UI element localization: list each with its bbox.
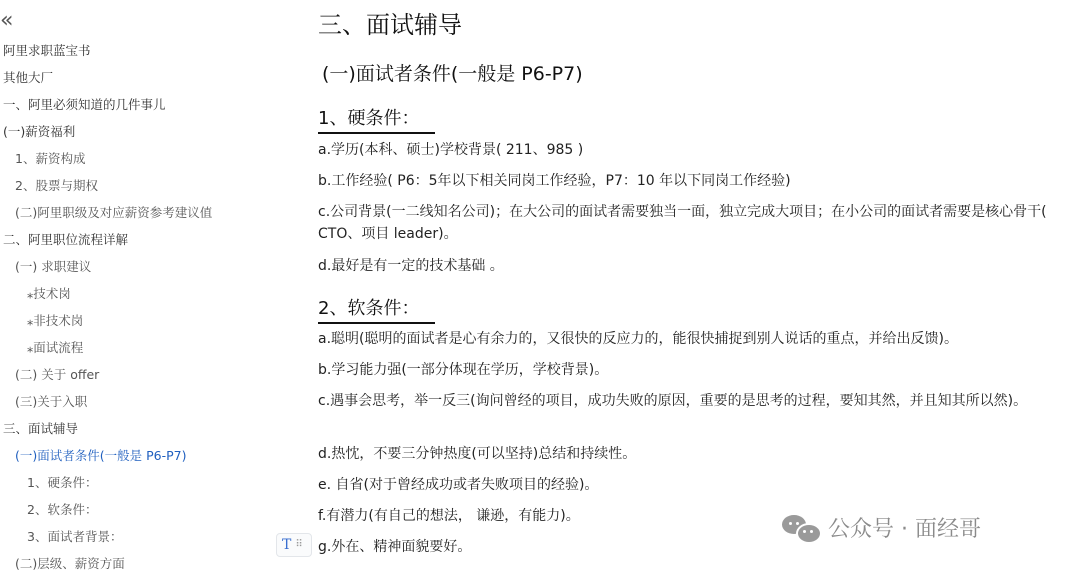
toc-item-salary-structure[interactable]: 1、薪资构成	[15, 151, 86, 166]
hard-condition-a: a.学历(本科、硕士)学校背景( 211、985 )	[318, 142, 584, 158]
toc-item-section-3[interactable]: 三、面试辅导	[3, 421, 79, 436]
toc-item-job-advice[interactable]: (一) 求职建议	[15, 259, 92, 274]
toc-item-levels-salary[interactable]: (二)层级、薪资方面	[15, 556, 125, 571]
hard-condition-c: c.公司背景(一二线知名公司)；在大公司的面试者需要独当一面，独立完成大项目；在小公司的面试者需要是核心骨干( CTO、项目 leader)。	[318, 204, 1047, 242]
text-type-icon: T	[282, 537, 292, 553]
watermark	[782, 512, 981, 542]
section-heading: (一)面试者条件(一般是 P6-P7)	[322, 63, 583, 85]
soft-condition-g: g.外在、精神面貌要好。	[318, 539, 472, 555]
block-type-handle[interactable]	[276, 533, 312, 557]
toc-item-onboarding[interactable]: (三)关于入职	[15, 394, 88, 409]
soft-condition-e: e. 自省(对于曾经成功或者失败项目的经验)。	[318, 477, 599, 493]
toc-item-non-tech-role[interactable]: ⁎非技术岗	[27, 313, 84, 328]
hard-condition-d: d.最好是有一定的技术基础 。	[318, 258, 504, 274]
toc-item-offer[interactable]: (二) 关于 offer	[15, 367, 100, 382]
soft-conditions-heading: 2、软条件：	[318, 296, 435, 324]
toc-item-other-companies[interactable]: 其他大厂	[3, 70, 54, 85]
toc-item-job-levels[interactable]: (二)阿里职级及对应薪资参考建议值	[15, 205, 213, 220]
toc-item-hard-conditions[interactable]: 1、硬条件：	[27, 475, 98, 490]
toc-item-stock-options[interactable]: 2、股票与期权	[15, 178, 98, 193]
soft-condition-a: a.聪明(聪明的面试者是心有余力的，又很快的反应力的，能很快捕捉到别人说话的重点，并给出反馈)。	[318, 331, 958, 347]
wechat-icon	[782, 512, 820, 542]
soft-condition-d: d.热忱，不要三分钟热度(可以坚持)总结和持续性。	[318, 446, 637, 462]
toc-item-tech-role[interactable]: ⁎技术岗	[27, 286, 71, 301]
toc-item-doc-title[interactable]: 阿里求职蓝宝书	[3, 43, 91, 58]
toc-item-salary-benefits[interactable]: (一)薪资福利	[3, 124, 76, 139]
watermark-text: 公众号 · 面经哥	[828, 516, 981, 542]
toc-item-interviewee-conditions-active[interactable]: (一)面试者条件(一般是 P6-P7)	[15, 448, 187, 463]
toc-item-background[interactable]: 3、面试者背景：	[27, 529, 123, 544]
hard-condition-b: b.工作经验( P6：5年以下相关同岗工作经验，P7：10 年以下同岗工作经验)	[318, 173, 791, 189]
page-title: 三、面试辅导	[318, 11, 462, 39]
soft-condition-b: b.学习能力强(一部分体现在学历，学校背景)。	[318, 362, 609, 378]
toc-sidebar	[0, 0, 303, 572]
toc-item-section-2[interactable]: 二、阿里职位流程详解	[3, 232, 129, 247]
toc-item-soft-conditions[interactable]: 2、软条件：	[27, 502, 98, 517]
soft-condition-c: c.遇事会思考，举一反三(询问曾经的项目，成功失败的原因，重要的是思考的过程，要知其然，并且知其所以然)。	[318, 393, 1028, 409]
collapse-sidebar-icon[interactable]: «	[0, 8, 8, 33]
drag-grip-icon[interactable]: ⠿	[295, 539, 303, 550]
toc-item-section-1[interactable]: 一、阿里必须知道的几件事儿	[3, 97, 166, 112]
document-content	[300, 0, 1080, 572]
soft-condition-f: f.有潜力(有自己的想法， 谦逊，有能力)。	[318, 508, 580, 524]
toc-item-interview-process[interactable]: ⁎面试流程	[27, 340, 84, 355]
hard-conditions-heading: 1、硬条件：	[318, 106, 435, 134]
